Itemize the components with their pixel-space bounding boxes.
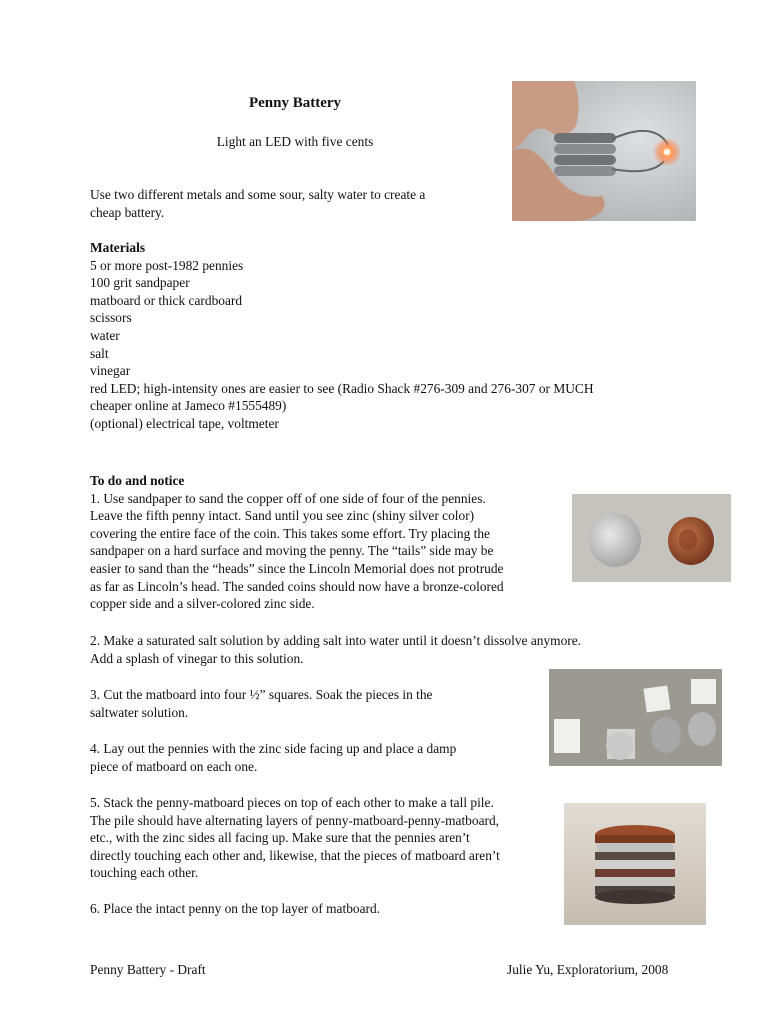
materials-item: cheaper online at Jameco #1555489) — [90, 398, 287, 414]
step-5: 5. Stack the penny-matboard pieces on top of each other to make a tall pile. The pile should have alternating layers of penny-matboard-penny-matboard, etc., with the zinc sides all facing up. Make sure that the pennies aren’t directly touching each other and, likewise, that the pieces of matboard aren’t touching each other. — [90, 795, 500, 881]
materials-item: red LED; high-intensity ones are easier to see (Radio Shack #276-309 and 276-307 or MUCH — [90, 380, 594, 396]
step-2: 2. Make a saturated salt solution by adding salt into water until it doesn’t dissolve anymore. Add a splash of vinegar to this solution. — [90, 633, 582, 666]
led-photo — [512, 81, 696, 221]
materials-item: vinegar — [90, 363, 131, 379]
intro-text: Use two different metals and some sour, salty water to create a cheap battery. — [90, 187, 426, 220]
materials-item: water — [90, 327, 120, 343]
step-1-line: copper side and a silver-colored zinc side. — [90, 596, 315, 612]
materials-item: (optional) electrical tape, voltmeter — [90, 415, 279, 431]
materials-item: salt — [90, 345, 109, 361]
step-1-line: as far as Lincoln’s head. The sanded coins should now have a bronze-colored — [90, 578, 504, 594]
step-4: 4. Lay out the pennies with the zinc side facing up and place a damp piece of matboard on each one. — [90, 741, 457, 774]
step-1-line: covering the entire face of the coin. This takes some effort. Try placing the — [90, 525, 490, 541]
stack-photo — [564, 803, 706, 925]
steps-section — [90, 472, 504, 613]
step-1-line: sandpaper on a hard surface and moving the penny. The “tails” side may be — [90, 543, 494, 559]
step-6: 6. Place the intact penny on the top layer of matboard. — [90, 901, 381, 916]
step-1-line: Leave the fifth penny intact. Sand until you see zinc (shiny silver color) — [90, 508, 475, 524]
materials-item: matboard or thick cardboard — [90, 292, 243, 308]
materials-item: scissors — [90, 310, 132, 326]
coins-photo — [572, 494, 731, 582]
footer-right: Julie Yu, Exploratorium, 2008 — [507, 962, 669, 977]
materials-heading: Materials — [90, 240, 146, 255]
step-1-line: 1. Use sandpaper to sand the copper off of one side of four of the pennies. — [90, 490, 486, 506]
footer-left: Penny Battery - Draft — [90, 962, 206, 977]
materials-section — [90, 239, 594, 433]
document-title: Penny Battery — [248, 95, 342, 111]
materials-item: 100 grit sandpaper — [90, 275, 190, 291]
steps-heading: To do and notice — [90, 473, 185, 488]
materials-item: 5 or more post-1982 pennies — [90, 257, 244, 273]
squares-photo — [549, 669, 722, 766]
document-subtitle: Light an LED with five cents — [216, 134, 374, 149]
step-1-line: easier to sand than the “heads” since the Lincoln Memorial does not protrude — [90, 560, 504, 576]
step-3: 3. Cut the matboard into four ½” squares. Soak the pieces in the saltwater solution. — [90, 687, 433, 720]
